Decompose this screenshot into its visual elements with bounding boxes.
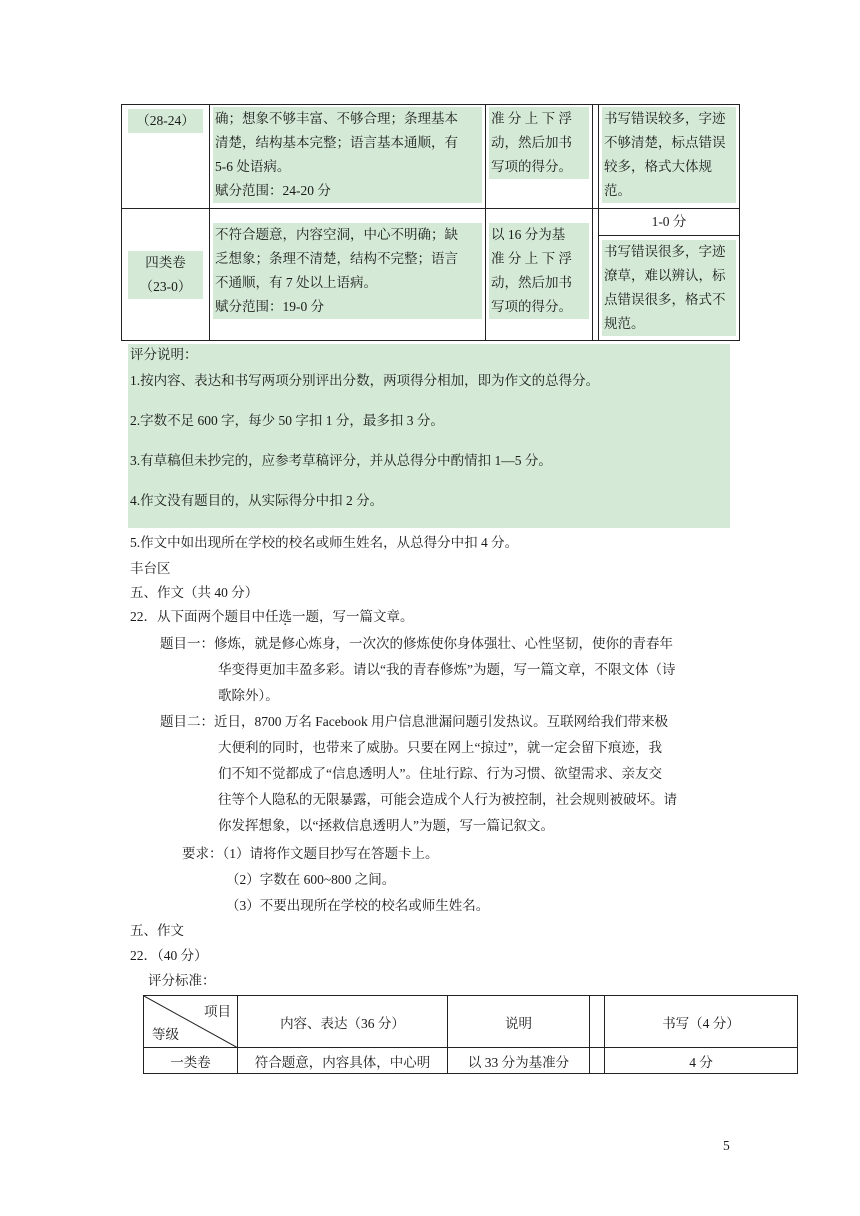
rule-item: 2.字数不足 600 字，每少 50 字扣 1 分，最多扣 3 分。	[130, 413, 444, 428]
header-item: 项目	[204, 1004, 231, 1019]
topic1-line: 华变得更加丰盈多彩。请以“我的青春修炼”为题，写一篇文章，不限文体（诗	[218, 662, 676, 677]
question-text: 题，写一篇文章。	[305, 609, 414, 624]
note-line: 准 分 上 下 浮	[491, 111, 572, 126]
requirement-line: 要求：（1）请将作文题目抄写在答题卡上。	[182, 846, 439, 861]
grade-cell: 一类卷	[144, 1048, 238, 1074]
note-cell: 以 33 分为基准分	[448, 1048, 590, 1074]
grade-label: 四类卷	[145, 254, 186, 270]
note-line: 写项的得分。	[491, 159, 572, 174]
content-line: 确；想象不够丰富、不够合理；条理基本	[215, 111, 458, 126]
writing-line: 不够清楚，标点错误	[604, 135, 726, 150]
diagonal-header	[144, 996, 238, 1048]
rule-item: 4.作文没有题目的，从实际得分中扣 2 分。	[130, 493, 384, 508]
grading-table	[143, 995, 798, 1074]
section-heading: 五、作文（共 40 分）	[130, 585, 259, 600]
answer-question: 22．（40 分）	[130, 948, 208, 963]
content-line: 不通顺，有 7 处以上语病。	[215, 275, 377, 290]
question-text: 22．从下面两个题目中	[130, 609, 265, 624]
note-line: 写项的得分。	[491, 299, 572, 314]
topic2-line: 你发挥想象，以“拯救信息透明人”为题，写一篇记叙文。	[218, 818, 554, 833]
writing-line: 较多，格式大体规	[604, 159, 712, 174]
writing-line: 潦草，难以辨认，标	[604, 268, 726, 283]
note-cell	[486, 209, 593, 341]
topic1-line: 歌除外）。	[218, 688, 279, 703]
content-cell: 符合题意，内容具体，中心明	[238, 1048, 448, 1074]
requirement-line: （2）字数在 600~800 之间。	[226, 872, 396, 887]
grade-cell	[122, 209, 210, 341]
header-grade: 等级	[152, 1027, 179, 1042]
rule-item: 1.按内容、表达和书写两项分别评出分数，两项得分相加，即为作文的总得分。	[130, 373, 600, 388]
topic2-line: 题目二：近日，8700 万名 Facebook 用户信息泄漏问题引发热议。互联网给我们带来极	[160, 714, 669, 729]
header-note: 说明	[448, 996, 590, 1048]
content-cell	[210, 105, 486, 209]
writing-cell	[599, 209, 740, 341]
topic2-line: 大便利的同时，也带来了威胁。只要在网上“掠过”，就一定会留下痕迹，我	[218, 740, 662, 755]
note-line: 动，然后加书	[491, 135, 572, 150]
grade-cell	[122, 105, 210, 209]
note-line: 以 16 分为基	[491, 227, 566, 242]
topic1-line: 题目一：修炼，就是修心炼身，一次次的修炼使你身体强壮、心性坚韧，使你的青春年	[160, 636, 673, 651]
criteria-label: 评分标准：	[148, 973, 216, 988]
note-line: 准 分 上 下 浮	[491, 251, 572, 266]
topic2-line: 往等个人隐私的无限暴露，可能会造成个人行为被控制，社会规则被破坏。请	[218, 792, 677, 807]
content-line: 清楚，结构基本完整；语言基本通顺，有	[215, 135, 458, 150]
district-label: 丰台区	[130, 561, 171, 576]
writing-line: 书写错误很多，字迹	[604, 244, 726, 259]
rule-item: 3.有草稿但未抄完的，应参考草稿评分，并从总得分中酌情扣 1—5 分。	[130, 453, 552, 468]
content-line: 乏想象；条理不清楚，结构不完整；语言	[215, 251, 458, 266]
rule-item: 5.作文中如出现所在学校的校名或师生姓名，从总得分中扣 4 分。	[130, 535, 519, 550]
writing-line: 书写错误较多，字迹	[604, 111, 726, 126]
rules-title: 评分说明：	[130, 347, 198, 362]
requirement-line: （3）不要出现所在学校的校名或师生姓名。	[226, 898, 490, 913]
question-22	[130, 607, 414, 627]
emphasis-text: 任选一	[265, 609, 306, 624]
spacer-cell	[590, 996, 605, 1048]
spacer-cell	[590, 1048, 605, 1074]
writing-line: 范。	[604, 183, 631, 198]
note-line: 动，然后加书	[491, 275, 572, 290]
content-line: 5-6 处语病。	[215, 159, 291, 174]
grade-score: （28-24）	[128, 109, 203, 133]
writing-cell: 4 分	[605, 1048, 798, 1074]
grade-score: （23-0）	[139, 278, 192, 294]
writing-line: 点错误很多，格式不	[604, 292, 726, 307]
note-cell	[486, 105, 593, 209]
topic2-line: 们不知不觉都成了“信息透明人”。住址行踪、行为习惯、欲望需求、亲友交	[218, 766, 662, 781]
header-writing: 书写（4 分）	[605, 996, 798, 1048]
content-line: 赋分范围：19-0 分	[215, 299, 325, 314]
page-number: 5	[723, 1138, 730, 1153]
writing-cell	[599, 105, 740, 209]
writing-score: 1-0 分	[599, 209, 739, 236]
content-cell	[210, 209, 486, 341]
grading-table-continued	[121, 104, 740, 341]
writing-line: 规范。	[604, 316, 645, 331]
content-line: 不符合题意，内容空洞，中心不明确；缺	[215, 227, 458, 242]
answer-heading: 五、作文	[130, 923, 184, 938]
header-content: 内容、表达（36 分）	[238, 996, 448, 1048]
content-line: 赋分范围：24-20 分	[215, 183, 331, 198]
